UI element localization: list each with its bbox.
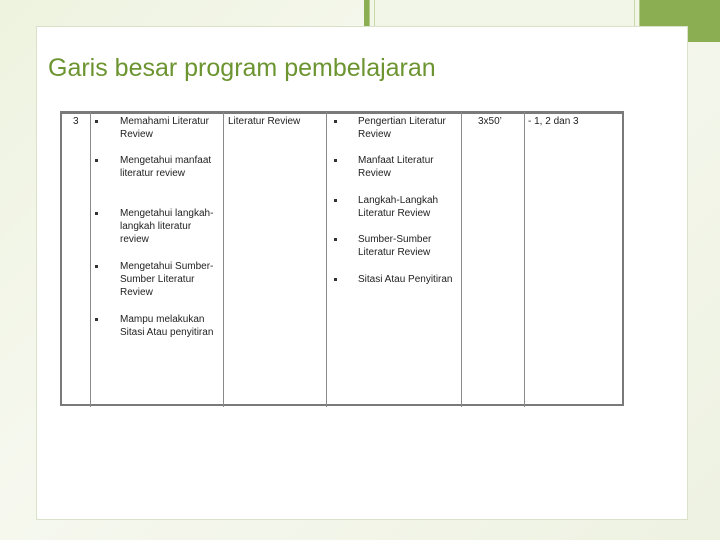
column-divider	[524, 112, 525, 407]
objective-text: Mampu melakukan Sitasi Atau penyitiran	[120, 314, 214, 338]
bullet-icon	[334, 120, 337, 123]
bullet-icon	[334, 278, 337, 281]
bullet-icon	[334, 238, 337, 241]
subtopic-text: Langkah-Langkah Literatur Review	[358, 195, 439, 219]
bullet-icon	[334, 199, 337, 202]
objective-text: Mengetahui Sumber-Sumber Literatur Review	[120, 261, 214, 298]
objective-text: Mengetahui manfaat literatur review	[120, 155, 212, 179]
column-divider	[223, 112, 224, 407]
bullet-icon	[95, 212, 98, 215]
subtopic-text: Sitasi Atau Penyitiran	[358, 274, 453, 285]
column-divider	[90, 112, 91, 407]
bullet-icon	[95, 120, 98, 123]
bullet-icon	[95, 318, 98, 321]
objective-text: Mengetahui langkah-langkah literatur review	[120, 208, 214, 245]
column-divider	[326, 112, 327, 407]
bullet-icon	[334, 159, 337, 162]
subtopic-text: Sumber-Sumber Literatur Review	[358, 234, 432, 258]
bullet-icon	[95, 265, 98, 268]
bullet-icon	[95, 159, 98, 162]
row-number: 3	[73, 116, 79, 127]
subtopic-text: Manfaat Literatur Review	[358, 155, 434, 179]
slide-title: Garis besar program pembelajaran	[48, 54, 436, 82]
time-allocation: 3x50’	[478, 116, 502, 127]
column-divider	[461, 112, 462, 407]
reference-cell: - 1, 2 dan 3	[528, 116, 579, 127]
objective-text: Memahami Literatur Review	[120, 116, 209, 140]
subtopic-text: Pengertian Literatur Review	[358, 116, 446, 140]
topic-cell: Literatur Review	[228, 116, 301, 127]
